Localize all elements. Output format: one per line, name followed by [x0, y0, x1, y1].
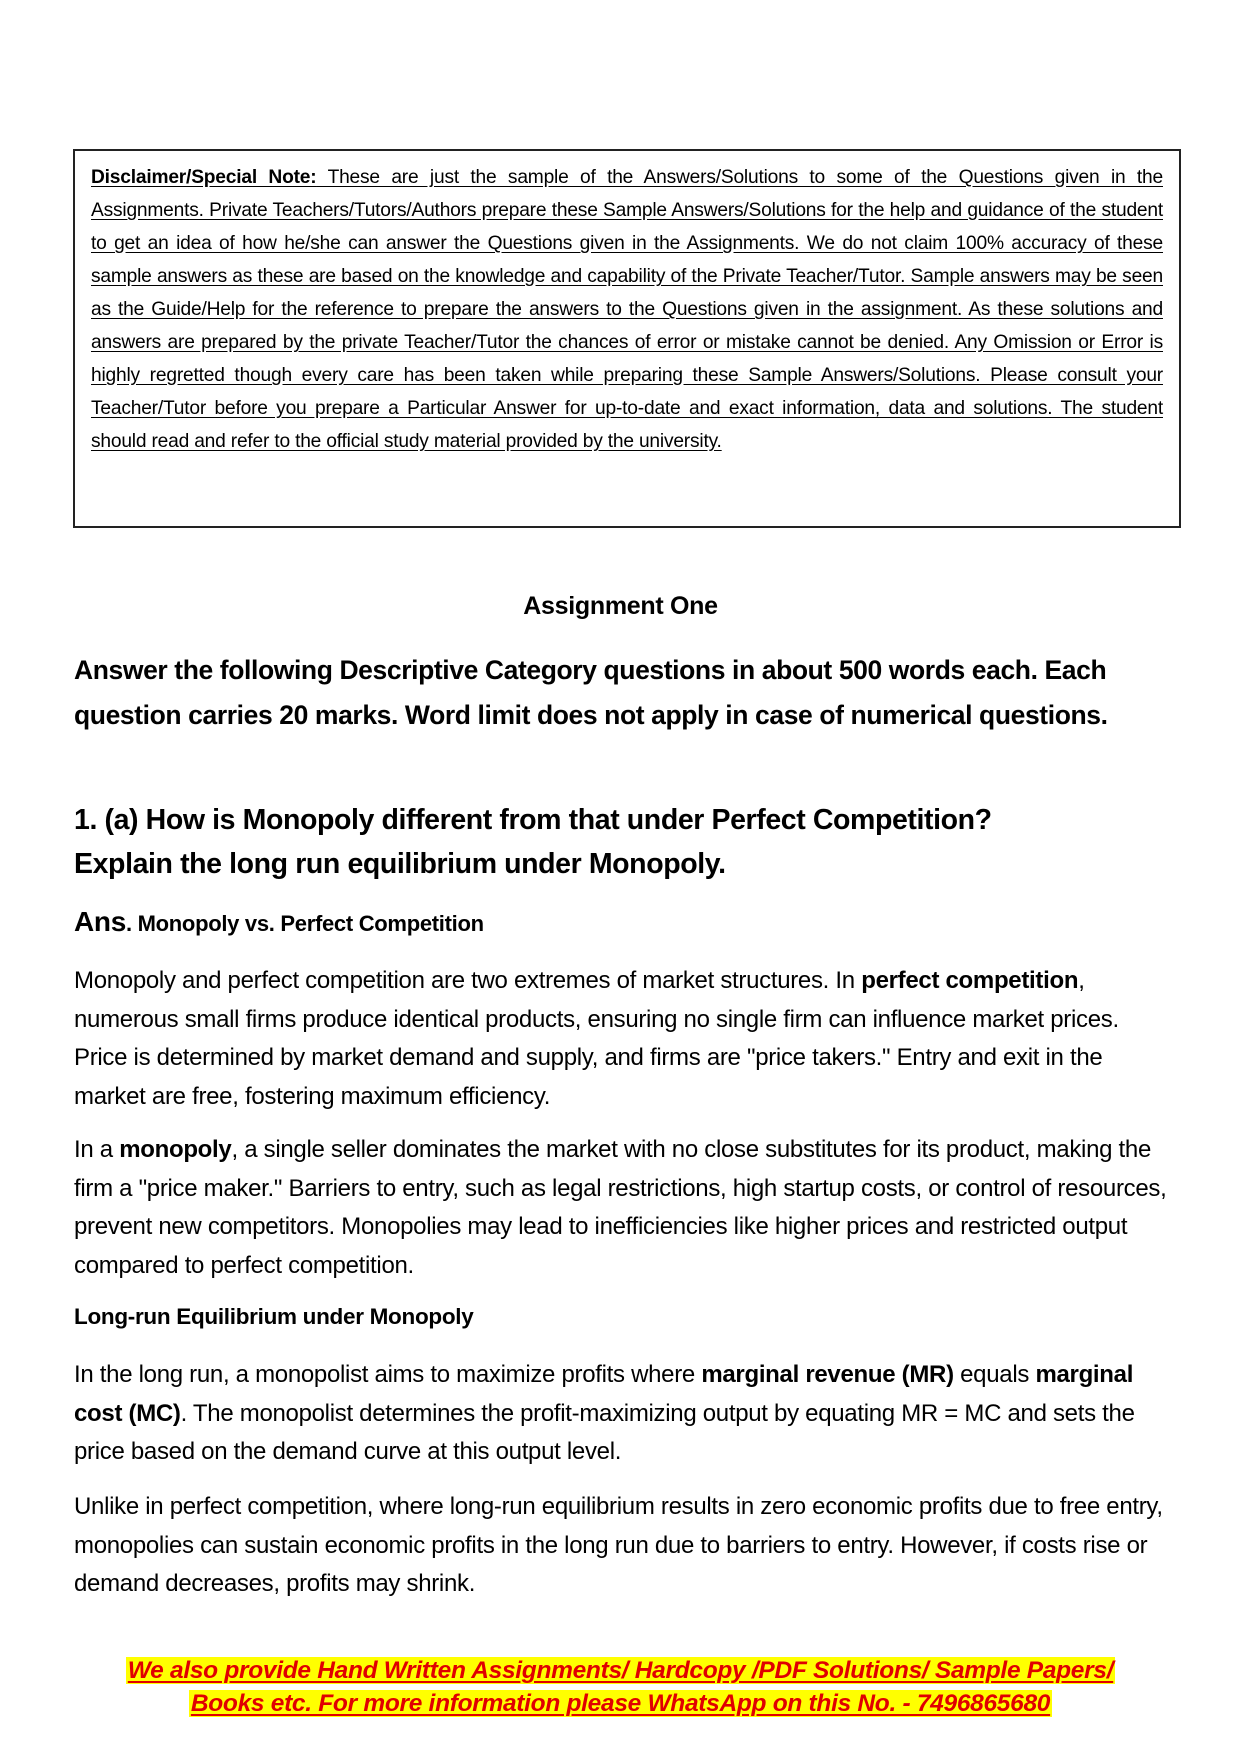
paragraph-monopoly — [74, 1131, 1174, 1285]
question-1a — [74, 798, 1174, 886]
ans-dot: . — [126, 911, 138, 936]
disclaimer-box — [73, 149, 1181, 528]
ans-prefix: Ans — [74, 906, 126, 937]
p3-bold-mr: marginal revenue (MR) — [701, 1361, 954, 1388]
p1-text-a: Monopoly and perfect competition are two extremes of market structures. In — [74, 967, 862, 994]
promo-footer — [0, 1654, 1241, 1720]
question-line-2: Explain the long run equilibrium under Monopoly. — [74, 848, 726, 880]
paragraph-comparison: Unlike in perfect competition, where long-run equilibrium results in zero economic profits due to free entry, monopolies can sustain economic profits in the long run due to barriers to entry. However, if costs rise or demand decreases, profits may shrink. — [74, 1493, 1163, 1597]
p2-text-c: , a single seller dominates the market with no close substitutes for its product, making the firm a "price maker." Barriers to entry, such as legal restrictions, high startup costs, or control of resources, prevent new competitors. Monopolies may lead to inefficiencies like higher prices and restricted output compared to perfect competition. — [74, 1136, 1167, 1279]
p3-text-c: equals — [953, 1361, 1036, 1388]
p2-bold: monopoly — [119, 1136, 232, 1163]
disclaimer-label: Disclaimer/Special Note: — [91, 167, 317, 188]
promo-line-2: Books etc. For more information please WhatsApp on this No. - 7496865680 — [190, 1690, 1051, 1717]
answer-heading — [74, 906, 484, 938]
disclaimer-text — [91, 161, 1163, 458]
p1-text-c: , numerous small firms produce identical products, ensuring no single firm can influence market prices. Price is determined by market demand and supply, and firms are "price takers." Entry and exit in the market are free, fostering maximum efficiency. — [74, 967, 1119, 1110]
p2-text-a: In a — [74, 1136, 120, 1163]
subheading-long-run: Long-run Equilibrium under Monopoly — [74, 1304, 474, 1329]
p3-bold-mc: marginal cost (MC) — [74, 1361, 1134, 1427]
p3-text-a: In the long run, a monopolist aims to maximize profits where — [74, 1361, 702, 1388]
ans-heading-text: Monopoly vs. Perfect Competition — [137, 911, 484, 936]
p3-text-e: . The monopolist determines the profit-maximizing output by equating MR = MC and sets the price based on the demand curve at this output level. — [74, 1399, 1135, 1465]
promo-line-1: We also provide Hand Written Assignments/ Hardcopy /PDF Solutions/ Sample Papers/ — [127, 1657, 1114, 1684]
disclaimer-body: These are just the sample of the Answers/Solutions to some of the Questions given in the Assignments. Private Teachers/Tutors/Authors prepare these Sample Answers/Solutions for the help and guidance of the student to get an idea of how he/she can answer the Questions given in the Assignments. We do not claim 100% accuracy of these sample answers as these are based on the knowledge and capability of the Private Teacher/Tutor. Sample answers may be seen as the Guide/Help for the reference to prepare the answers to the Questions given in the assignment. As these solutions and answers are prepared by the private Teacher/Tutor the chances of error or mistake cannot be denied. Any Omission or Error is highly regretted though every care has been taken while preparing these Sample Answers/Solutions. Please consult your Teacher/Tutor before you prepare a Particular Answer for up-to-date and exact information, data and solutions. The student should read and refer to the official study material provided by the university. — [91, 167, 1163, 452]
p1-bold: perfect competition — [861, 967, 1079, 994]
instructions: Answer the following Descriptive Category questions in about 500 words each. Each question carries 20 marks. Word limit does not apply in case of numerical questions. — [74, 655, 1108, 730]
assignment-title: Assignment One — [523, 592, 718, 620]
question-line-1: 1. (a) How is Monopoly different from that under Perfect Competition? — [74, 804, 992, 836]
paragraph-perfect-competition — [74, 962, 1174, 1116]
paragraph-long-run — [74, 1356, 1174, 1472]
